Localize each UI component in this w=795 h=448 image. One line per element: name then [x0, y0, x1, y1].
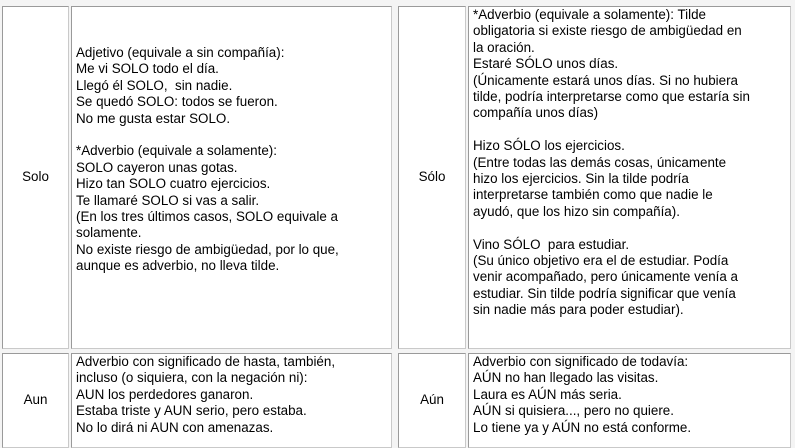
word-cell-aun-accent [398, 353, 466, 448]
definition-line: Vino SÓLO para estudiar. [473, 236, 630, 252]
definition-line: No me gusta estar SOLO. [76, 110, 231, 126]
definition-line: No existe riesgo de ambigüedad, por lo que, [76, 241, 339, 257]
definition-line: (En los tres últimos casos, SOLO equivale a [76, 209, 338, 225]
definition-line: Hizo tan SOLO cuatro ejercicios. [76, 176, 271, 192]
definition-line: (Su único objetivo era el de estudiar. Podía [473, 253, 729, 269]
definition-line: compañía unos días) [473, 105, 599, 121]
definition-line: Estaré SÓLO unos días. [473, 56, 619, 72]
definition-cell-aun-accent [468, 353, 791, 448]
definition-line: obligatoria si existe riesgo de ambigüedad en [473, 23, 742, 39]
definition-line: Adverbio con significado de todavía: [473, 354, 689, 369]
definition-line: incluso (o siquiera, con la negación ni): [76, 370, 308, 386]
definition-line: SOLO cayeron unas gotas. [76, 159, 238, 175]
definition-line: Adjetivo (equivale a sin compañía): [76, 45, 285, 60]
definition-line: Te llamaré SOLO si vas a salir. [76, 192, 260, 208]
definition-line [473, 220, 786, 236]
definition-line: venir acompañado, pero únicamente venía a [473, 269, 739, 285]
word-label: Aún [420, 392, 444, 408]
definition-line: solamente. [76, 225, 142, 241]
definition-cell-solo-accent [468, 6, 791, 349]
definition-line: Se quedó SOLO: todos se fueron. [76, 94, 278, 110]
definition-line: Hizo SÓLO los ejercicios. [473, 138, 625, 154]
word-cell-solo [2, 6, 69, 349]
definition-line: Laura es AÚN más seria. [473, 386, 622, 402]
definition-line: *Adverbio (equivale a solamente): [76, 143, 277, 159]
definition-line: AÚN si quisiera..., pero no quiere. [473, 403, 674, 419]
word-cell-solo-accent [398, 6, 466, 349]
definition-line: AUN los perdedores ganaron. [76, 386, 254, 402]
definition-line [76, 127, 387, 143]
word-label: Sólo [418, 169, 446, 185]
definition-line: la oración. [473, 39, 535, 55]
definition-line: (Únicamente estará unos días. Si no hubiera [473, 72, 738, 88]
definition-line: estudiar. Sin tilde podría significar que venía [473, 285, 736, 301]
definition-line: No lo dirá ni AUN con amenazas. [76, 419, 274, 435]
definition-line: Estaba triste y AUN serio, pero estaba. [76, 403, 307, 419]
definition-line: Me vi SOLO todo el día. [76, 61, 219, 77]
word-label: Solo [22, 169, 49, 185]
word-label: Aun [23, 392, 48, 408]
definition-cell-aun [71, 353, 392, 448]
word-cell-aun [2, 353, 69, 448]
definition-line: hizo los ejercicios. Sin la tilde podría [473, 171, 689, 187]
definition-cell-solo [71, 6, 392, 349]
definition-line: tilde, podría interpretarse como que estaría sin [473, 89, 750, 105]
definition-line: Lo tiene ya y AÚN no está conforme. [473, 419, 692, 435]
definition-line: aunque es adverbio, no lleva tilde. [76, 258, 280, 274]
definition-line: *Adverbio (equivale a solamente): Tilde [473, 7, 706, 22]
definition-line: AÚN no han llegado las visitas. [473, 370, 659, 386]
definition-line: Llegó él SOLO, sin nadie. [76, 77, 233, 93]
definition-line: (Entre todas las demás cosas, únicamente [473, 154, 727, 170]
definition-line: interpretarse también como que nadie le [473, 187, 713, 203]
definition-line [473, 122, 786, 138]
definition-line: Adverbio con significado de hasta, también, [76, 354, 336, 369]
definition-line: sin nadie más para poder estudiar). [473, 302, 684, 318]
definition-line: ayudó, que los hizo sin compañía). [473, 203, 680, 219]
